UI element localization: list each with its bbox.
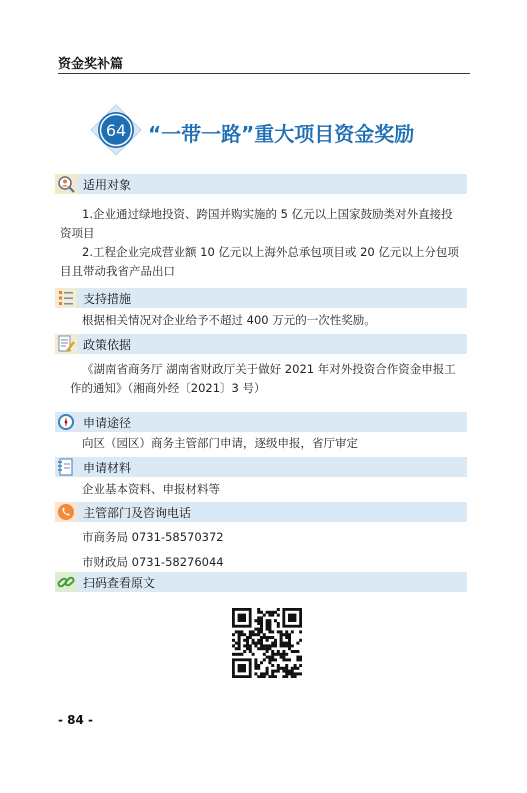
notebook-icon (55, 457, 77, 477)
policy-title: “一带一路”重大项目资金奖励 (148, 122, 415, 146)
section-label: 适用对象 (83, 178, 132, 192)
section-label: 申请材料 (83, 461, 132, 475)
section-bar-basis (55, 334, 467, 354)
text-line: 资项目 (60, 226, 95, 240)
text-line: 目且带动我省产品出口 (60, 264, 175, 278)
section-label: 扫码查看原文 (83, 576, 156, 590)
section-label: 申请途径 (83, 416, 132, 430)
section-body-contact (82, 525, 472, 575)
document-pen-icon (55, 334, 77, 354)
section-bar-materials (55, 457, 467, 477)
section-bar-scan (55, 572, 467, 592)
link-icon (55, 572, 77, 592)
section-body-materials (82, 480, 472, 499)
section-label: 支持措施 (83, 292, 132, 306)
section-header-title: 资金奖补篇 (58, 57, 124, 72)
section-bar-contact (55, 502, 467, 522)
section-bar-channel (55, 412, 467, 432)
text-line: 向区（园区）商务主管部门申请，逐级申报，省厅审定 (82, 436, 358, 450)
contact-line-finance: 市财政局 0731-58276044 (82, 555, 224, 569)
section-body-channel (82, 434, 472, 453)
qr-code[interactable] (232, 608, 302, 678)
section-bar-support (55, 288, 467, 308)
text-line: 作的通知》（湘商外经〔2021〕3 号） (70, 381, 266, 395)
section-body-applicable (60, 205, 472, 281)
compass-icon (55, 412, 77, 432)
text-line: 企业基本资料、申报材料等 (82, 482, 220, 496)
page-number: - 84 - (58, 713, 94, 727)
contact-line-commerce: 市商务局 0731-58570372 (82, 530, 224, 544)
phone-icon (55, 502, 77, 522)
text-line: 《湖南省商务厅 湖南省财政厅关于做好 2021 年对外投资合作资金申报工 (82, 362, 456, 376)
section-label: 主管部门及咨询电话 (83, 506, 192, 520)
magnifier-person-icon (55, 174, 77, 194)
policy-title-block (90, 104, 450, 164)
section-label: 政策依据 (83, 338, 132, 352)
header-divider (58, 73, 470, 74)
section-body-support (82, 311, 472, 330)
section-bar-applicable (55, 174, 467, 194)
checklist-icon (55, 288, 77, 308)
text-line: 1.企业通过绿地投资、跨国并购实施的 5 亿元以上国家鼓励类对外直接投 (82, 207, 453, 221)
section-body-basis (70, 360, 472, 398)
text-line: 2.工程企业完成营业额 10 亿元以上海外总承包项目或 20 亿元以上分包项 (82, 245, 459, 259)
text-line: 根据相关情况对企业给予不超过 400 万元的一次性奖励。 (82, 313, 376, 327)
policy-number-badge (90, 104, 142, 156)
policy-number: 64 (105, 121, 127, 140)
